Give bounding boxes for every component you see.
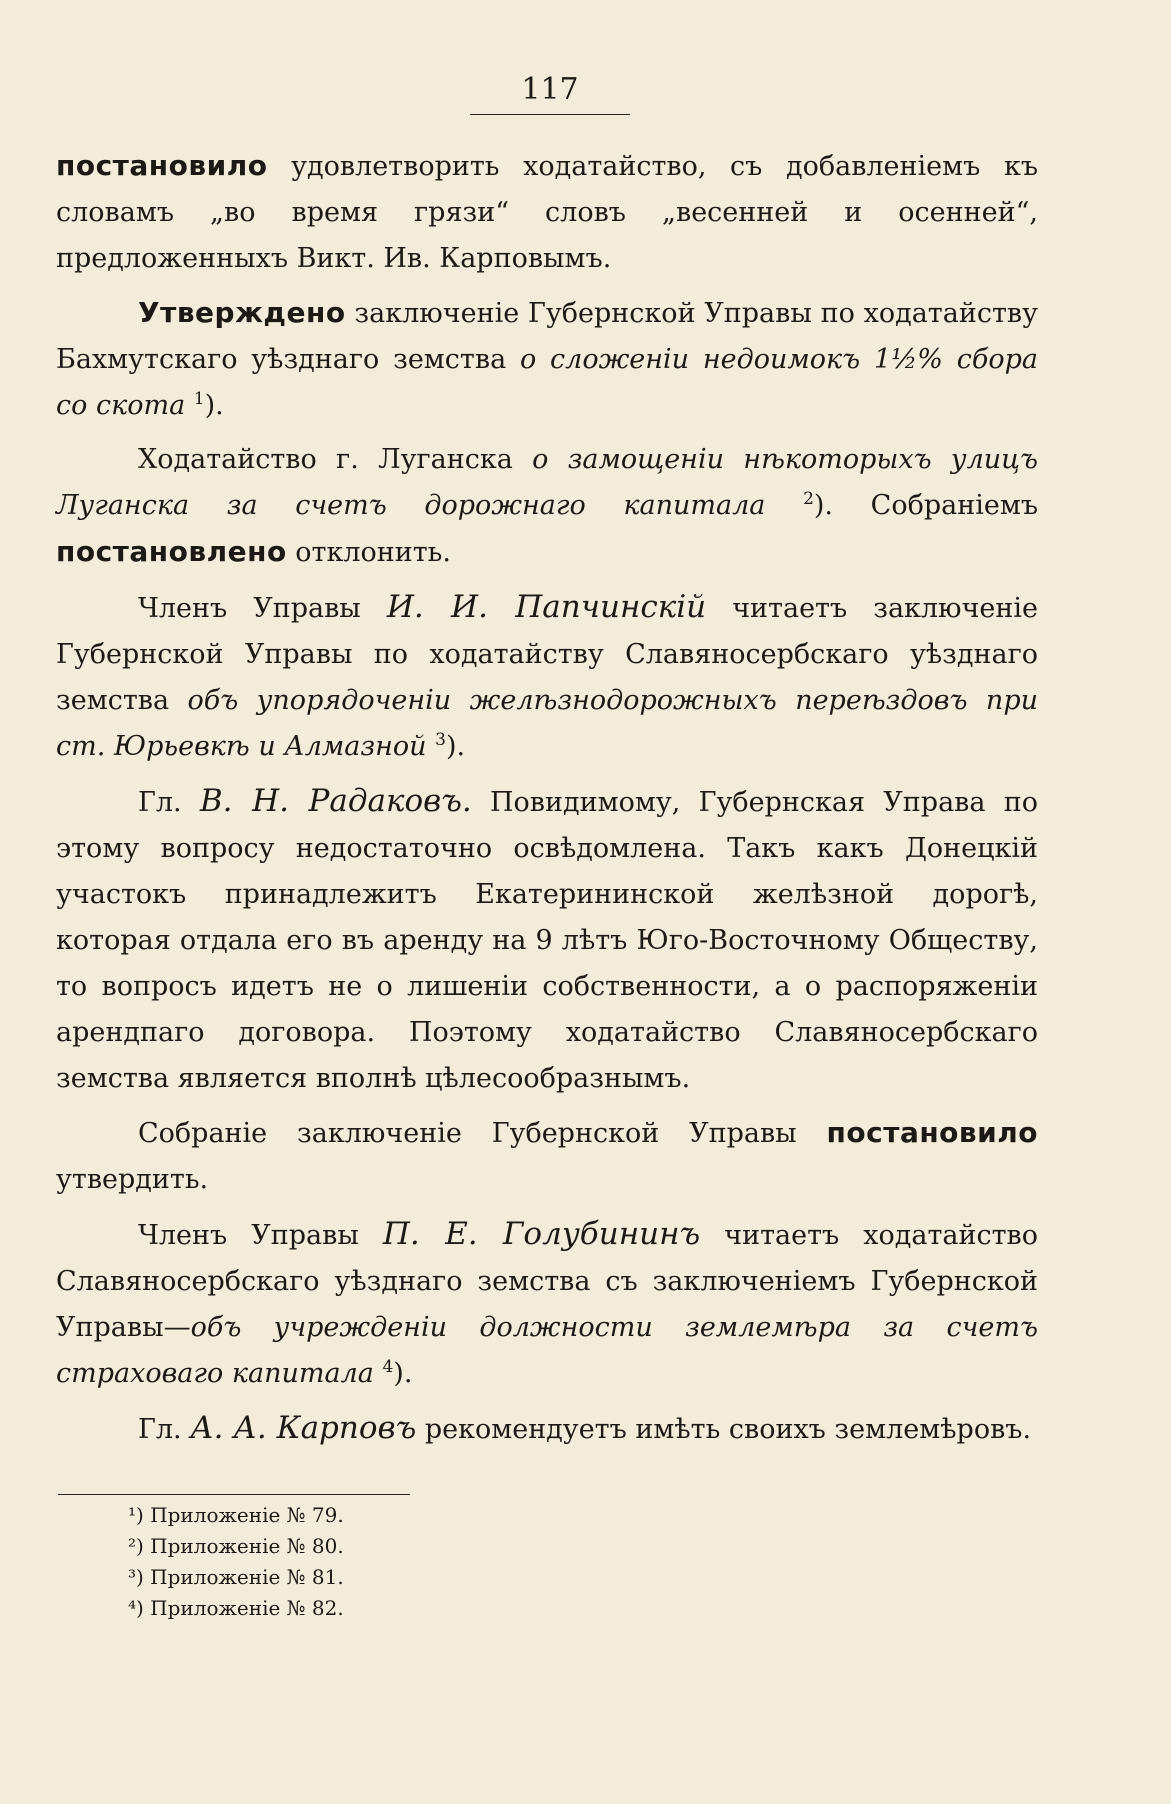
speaker-name: А. А. Карповъ: [190, 1410, 417, 1446]
header-rule: [470, 114, 630, 115]
paragraph-text: ).: [393, 1358, 413, 1389]
paragraph-text: Ходатайство г. Луганска: [138, 444, 533, 475]
paragraph-2: [56, 290, 1038, 429]
paragraph-text: Собранiе заключенiе Губернской Управы: [138, 1118, 827, 1149]
resolution-word: Утверждено: [138, 296, 346, 329]
paragraph-text: читаетъ ходатайство Славяносербскаго уѣзднаго земства съ заключенiемъ Губернской Управы—: [56, 1220, 1039, 1343]
page-number: 117: [521, 72, 579, 107]
body-text: [56, 143, 1038, 1461]
paragraph-text: заключенiе Губернской Управы по ходатайству Бахмутскаго уѣзднаго земства: [56, 298, 1038, 375]
footnote-ref: 1: [193, 389, 205, 409]
footnote-ref: 2: [803, 489, 814, 509]
resolution-word: постановило: [56, 149, 268, 182]
paragraph-text: Гл.: [138, 1414, 191, 1445]
speaker-name: В. Н. Радаковъ.: [199, 783, 472, 819]
paragraph-text: ).: [446, 731, 466, 762]
paragraph-text: ).: [204, 390, 224, 421]
footnote-ref: 4: [382, 1357, 394, 1377]
paragraph-7: [56, 1211, 1038, 1397]
paragraph-4: [56, 584, 1038, 770]
footnote: ³) Приложенiе № 81.: [128, 1565, 344, 1589]
footnote: ²) Приложенiе № 80.: [128, 1534, 344, 1558]
paragraph-text: Повидимому, Губернская Управа по этому вопросу недостаточно освѣдомлена. Такъ какъ Донецкiй участокъ принадлежитъ Екатерининской желѣзной дорогѣ, которая отдала его въ аренду на 9 лѣтъ Юго-Восточному Обществу, то вопросъ идетъ не о лишенiи собственности, а о распоряженiи арендпаго договора. Поэтому ходатайство Славяносербскаго земства является вполнѣ цѣлесообразнымъ.: [56, 787, 1039, 1094]
paragraph-text: читаетъ заключенiе Губернской Управы по ходатайству Славяносербскаго уѣзднаго земства: [56, 593, 1039, 716]
paragraph-8: [56, 1405, 1038, 1453]
paragraph-text: удовлетворить ходатайство, съ добавленiемъ къ словамъ „во время грязи“ словъ „весенней и осенней“, предложенныхъ Викт. Ив. Карповымъ.: [56, 151, 1038, 274]
petition-subject: о замощенiи нѣкоторыхъ улицъ Луганска за счетъ дорожнаго капитала: [56, 444, 1039, 521]
paragraph-5: [56, 778, 1038, 1102]
paragraph-text: Гл.: [138, 787, 200, 818]
footnote: ¹) Приложенiе № 79.: [128, 1503, 344, 1527]
footnote-ref: 3: [435, 730, 446, 750]
resolution-word: постановлено: [56, 535, 287, 568]
paragraph-text: рекомендуетъ имѣть своихъ землемѣровъ.: [416, 1414, 1032, 1445]
paragraph-text: Членъ Управы: [138, 1220, 383, 1251]
petition-subject: о сложенiи недоимокъ 1½% сбора со скота: [56, 344, 1038, 421]
paragraph-text: отклонить.: [286, 537, 451, 568]
footnotes: [128, 1500, 344, 1624]
speaker-name: П. Е. Голубининъ: [382, 1216, 701, 1252]
petition-subject: объ упорядоченiи желѣзнодорожныхъ переѣздовъ при ст. Юрьевкѣ и Алмазной: [56, 685, 1038, 762]
petition-subject: объ учрежденiи должности землемѣра за счетъ страховаго капитала: [56, 1312, 1038, 1389]
paragraph-text: утвердить.: [56, 1164, 209, 1195]
footnote-rule: [58, 1494, 410, 1495]
paragraph-3: [56, 437, 1038, 576]
paragraph-1: [56, 143, 1038, 282]
speaker-name: И. И. Папчинскiй: [386, 589, 707, 625]
resolution-word: постановило: [826, 1116, 1038, 1149]
paragraph-text: ). Собранiемъ: [813, 490, 1039, 521]
footnote: ⁴) Приложенiе № 82.: [128, 1596, 344, 1620]
paragraph-6: [56, 1110, 1038, 1203]
paragraph-text: Членъ Управы: [138, 593, 387, 624]
